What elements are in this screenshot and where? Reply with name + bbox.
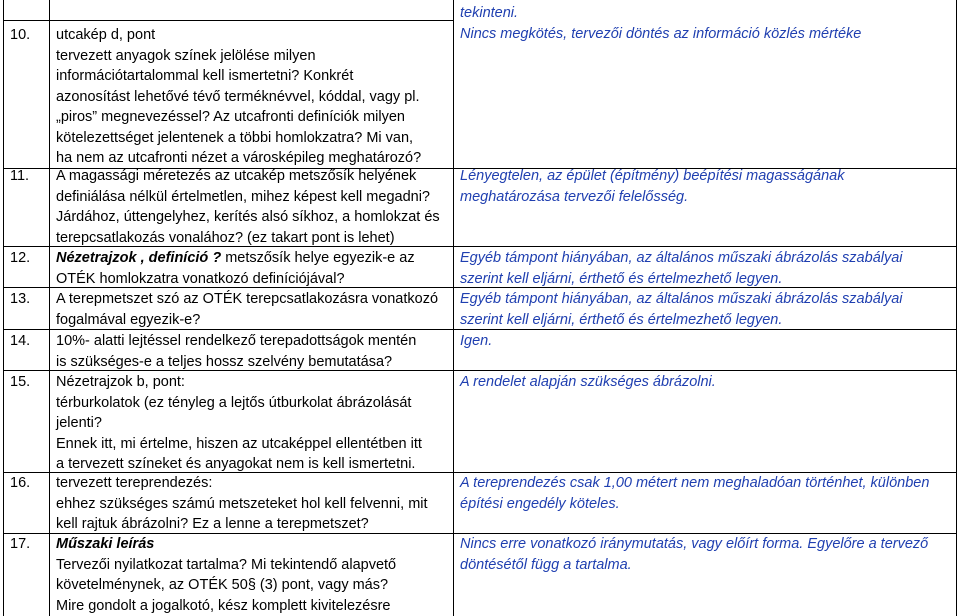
qa-table bbox=[3, 0, 957, 616]
question-line: kell rajtuk ábrázolni? Ez a lenne a terepmetszet? bbox=[56, 516, 369, 532]
row-number: 16. bbox=[10, 475, 31, 491]
question-line: A magassági méretezés az utcakép metszősík helyének bbox=[56, 168, 417, 184]
answer-line: meghatározása tervezői felelősség. bbox=[460, 188, 689, 205]
question-line: Ennek itt, mi értelme, hiszen az utcaképpel ellentétben itt bbox=[56, 435, 422, 452]
question-heading: Műszaki leírás bbox=[56, 536, 155, 552]
row-number: 14. bbox=[10, 333, 31, 349]
table-right-border bbox=[956, 0, 957, 616]
row-number: 12. bbox=[10, 250, 31, 266]
answer-line: A tereprendezés csak 1,00 métert nem meghaladóan történhet, különben bbox=[460, 475, 930, 491]
answer-line: szerint kell eljárni, érthető és értelmezhető legyen. bbox=[460, 311, 783, 328]
question-line: jelenti? bbox=[56, 415, 102, 431]
row-number: 17. bbox=[10, 536, 31, 552]
question-line: követelménynek, az OTÉK 50§ (3) pont, vagy más? bbox=[56, 577, 389, 593]
answer-line: Egyéb támpont hiányában, az általános műszaki ábrázolás szabályai bbox=[460, 250, 903, 266]
table-left-border bbox=[3, 0, 4, 616]
question-line: ehhez szükséges számú metszeteket hol kell felvenni, mit bbox=[56, 495, 428, 512]
answer-cell bbox=[460, 372, 955, 393]
question-line: fogalmával egyezik-e? bbox=[56, 311, 201, 328]
question-cell bbox=[56, 372, 448, 475]
question-line: tervezett anyagok színek jelölése milyen bbox=[56, 47, 316, 64]
answer-line: döntésétől függ a tartalma. bbox=[460, 556, 632, 573]
row-divider bbox=[3, 20, 453, 21]
answer-cell bbox=[460, 473, 955, 514]
question-line: ha nem az utcafronti nézet a városképileg meghatározó? bbox=[56, 150, 422, 166]
row-number: 10. bbox=[10, 27, 31, 43]
question-line: információtartalommal kell ismertetni? Konkrét bbox=[56, 68, 354, 84]
question-line bbox=[56, 248, 448, 269]
question-cell bbox=[56, 331, 448, 372]
question-line: Mire gondolt a jogalkotó, kész komplett kivitelezésre bbox=[56, 597, 391, 614]
answer-line: Egyéb támpont hiányában, az általános műszaki ábrázolás szabályai bbox=[460, 291, 903, 307]
question-cell bbox=[56, 473, 448, 535]
answer-line: A rendelet alapján szükséges ábrázolni. bbox=[460, 374, 716, 390]
question-line: Járdához, úttengelyhez, kerítés alsó síkhoz, a homlokzat és bbox=[56, 209, 440, 225]
question-line: Tervezői nyilatkozat tartalma? Mi tekintendő alapvető bbox=[56, 556, 397, 573]
answer-line: Lényegtelen, az épület (építmény) beépítési magasságának bbox=[460, 168, 845, 184]
table-column-divider bbox=[453, 0, 454, 616]
table-number-divider bbox=[49, 0, 50, 616]
answer-line: Nincs megkötés, tervezői döntés az információ közlés mértéke bbox=[460, 25, 862, 42]
question-line: kötelezettséget jelentenek a többi homlokzatra? Mi van, bbox=[56, 129, 414, 146]
answer-line: Igen. bbox=[460, 333, 493, 349]
question-line: Nézetrajzok b, pont: bbox=[56, 374, 185, 390]
row-number: 15. bbox=[10, 374, 31, 390]
question-line: terepcsatlakozás vonalához? (ez takart pont is lehet) bbox=[56, 229, 395, 246]
question-line: „piros” megnevezéssel? Az utcafronti definíciók milyen bbox=[56, 109, 405, 125]
question-cell bbox=[56, 248, 448, 289]
question-line: is szükséges-e a teljes hossz szelvény bemutatása? bbox=[56, 353, 393, 370]
question-line: definiálása nélkül értelmetlen, mihez képest kell megadni? bbox=[56, 188, 430, 205]
question-line: OTÉK homlokzatra vonatkozó definíciójával? bbox=[56, 270, 345, 287]
question-heading: Nézetrajzok , definíció ? bbox=[56, 250, 222, 266]
question-line: 10%- alatti lejtéssel rendelkező terepadottságok mentén bbox=[56, 333, 417, 349]
question-line: utcakép d, pont bbox=[56, 27, 156, 43]
answer-line: szerint kell eljárni, érthető és értelmezhető legyen. bbox=[460, 270, 783, 287]
question-cell bbox=[56, 289, 448, 330]
row-number: 13. bbox=[10, 291, 31, 307]
question-line: tervezett tereprendezés: bbox=[56, 475, 213, 491]
question-line: a tervezett színeket és anyagokat nem is kell ismertetni. bbox=[56, 456, 416, 472]
answer-cell bbox=[460, 289, 955, 330]
answer-cell bbox=[460, 248, 955, 289]
answer-cell bbox=[460, 3, 955, 44]
question-cell bbox=[56, 534, 448, 616]
question-line: azonosítást lehetővé tévő terméknévvel, kóddal, vagy pl. bbox=[56, 88, 420, 105]
answer-line: építési engedély köteles. bbox=[460, 495, 620, 512]
question-line: A terepmetszet szó az OTÉK terepcsatlakozásra vonatkozó bbox=[56, 291, 439, 307]
answer-cell bbox=[460, 166, 955, 207]
question-line: térburkolatok (ez tényleg a lejtős útburkolat ábrázolását bbox=[56, 394, 412, 411]
answer-cell bbox=[460, 534, 955, 575]
answer-cell bbox=[460, 331, 955, 352]
question-cell bbox=[56, 166, 448, 248]
question-cell bbox=[56, 25, 448, 169]
row-number: 11. bbox=[10, 168, 30, 184]
answer-line: tekinteni. bbox=[460, 5, 519, 21]
answer-line: Nincs erre vonatkozó iránymutatás, vagy előírt forma. Egyelőre a tervező bbox=[460, 536, 929, 552]
question-text: metszősík helye egyezik-e az bbox=[221, 250, 415, 266]
